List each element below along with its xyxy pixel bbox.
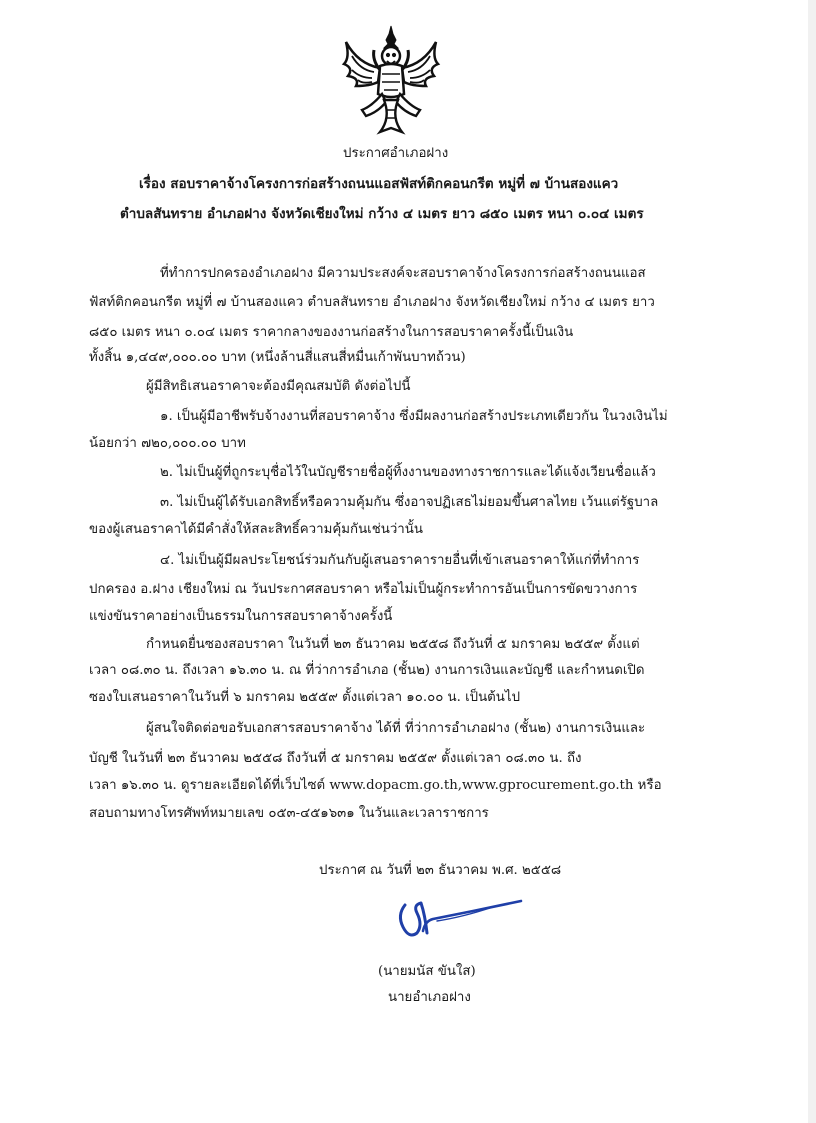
body-line: ที่ทำการปกครองอำเภอฝาง มีความประสงค์จะสอบราคาจ้างโครงการก่อสร้างถนนแอส <box>160 266 646 281</box>
body-line: เวลา ๑๖.๓๐ น. ดูรายละเอียดได้ที่เว็บไซต์ www.dopacm.go.th,www.gprocurement.go.th หรือ <box>89 778 662 793</box>
body-line: น้อยกว่า ๗๒๐,๐๐๐.๐๐ บาท <box>89 436 246 451</box>
body-line: บัญชี ในวันที่ ๒๓ ธันวาคม ๒๕๕๘ ถึงวันที่ ๕ มกราคม ๒๕๕๙ ตั้งแต่เวลา ๐๘.๓๐ น. ถึง <box>89 751 582 766</box>
body-line: ทั้งสิ้น ๑,๔๔๙,๐๐๐.๐๐ บาท (หนึ่งล้านสี่แสนสี่หมื่นเก้าพันบาทถ้วน) <box>89 350 466 365</box>
body-line: ๒. ไม่เป็นผู้ที่ถูกระบุชื่อไว้ในบัญชีรายชื่อผู้ทิ้งงานของทางราชการและได้แจ้งเวียนชื่อแล้ว <box>160 465 656 480</box>
body-line: ผู้มีสิทธิเสนอราคาจะต้องมีคุณสมบัติ ดังต่อไปนี้ <box>146 379 411 394</box>
announce-date: ประกาศ ณ วันที่ ๒๓ ธันวาคม พ.ศ. ๒๕๕๘ <box>319 863 562 878</box>
body-line: สอบถามทางโทรศัพท์หมายเลข ๐๕๓-๔๕๑๖๓๑ ในวันและเวลาราชการ <box>89 806 489 821</box>
subject-line-2: ตำบลสันทราย อำเภอฝาง จังหวัดเชียงใหม่ กว้าง ๔ เมตร ยาว ๘๕๐ เมตร หนา ๐.๐๔ เมตร <box>120 206 644 222</box>
scan-edge <box>808 0 816 1123</box>
body-line: ซองใบเสนอราคาในวันที่ ๖ มกราคม ๒๕๕๙ ตั้งแต่เวลา ๑๐.๐๐ น. เป็นต้นไป <box>89 690 521 705</box>
subject-line-1: เรื่อง สอบราคาจ้างโครงการก่อสร้างถนนแอสฟัสท์ติกคอนกรีต หมู่ที่ ๗ บ้านสองแคว <box>139 176 619 192</box>
handwritten-signature-icon <box>393 893 533 949</box>
body-line: ๑. เป็นผู้มีอาชีพรับจ้างงานที่สอบราคาจ้าง ซึ่งมีผลงานก่อสร้างประเภทเดียวกัน ในวงเงินไม่ <box>160 409 668 424</box>
agency-title: ประกาศอำเภอฝาง <box>343 146 449 161</box>
garuda-emblem-icon <box>338 24 444 136</box>
signer-name: (นายมนัส ขันใส) <box>378 964 476 979</box>
body-line: ฟัสท์ติกคอนกรีต หมู่ที่ ๗ บ้านสองแคว ตำบลสันทราย อำเภอฝาง จังหวัดเชียงใหม่ กว้าง ๔ เมตร ยาว <box>89 295 655 310</box>
body-line: ๘๕๐ เมตร หนา ๐.๐๔ เมตร ราคากลางของงานก่อสร้างในการสอบราคาครั้งนี้เป็นเงิน <box>89 325 574 340</box>
body-line: กำหนดยื่นซองสอบราคา ในวันที่ ๒๓ ธันวาคม ๒๕๕๘ ถึงวันที่ ๕ มกราคม ๒๕๕๙ ตั้งแต่ <box>146 637 640 652</box>
body-line: ปกครอง อ.ฝาง เชียงใหม่ ณ วันประกาศสอบราคา หรือไม่เป็นผู้กระทำการอันเป็นการขัดขวางการ <box>89 582 638 597</box>
body-line: ของผู้เสนอราคาได้มีคำสั่งให้สละสิทธิ์ความคุ้มกันเช่นว่านั้น <box>89 522 423 537</box>
body-line: ๓. ไม่เป็นผู้ได้รับเอกสิทธิ์หรือความคุ้มกัน ซึ่งอาจปฏิเสธไม่ยอมขึ้นศาลไทย เว้นแต่รัฐบาล <box>160 495 659 510</box>
body-line: แข่งขันราคาอย่างเป็นธรรมในการสอบราคาจ้างครั้งนี้ <box>89 609 393 624</box>
body-line: ๔. ไม่เป็นผู้มีผลประโยชน์ร่วมกันกับผู้เสนอราคารายอื่นที่เข้าเสนอราคาให้แก่ที่ทำการ <box>160 553 640 568</box>
body-line: เวลา ๐๘.๓๐ น. ถึงเวลา ๑๖.๓๐ น. ณ ที่ว่าการอำเภอ (ชั้น๒) งานการเงินและบัญชี และกำหนดเปิด <box>89 663 645 678</box>
signer-position: นายอำเภอฝาง <box>388 990 471 1005</box>
body-line: ผู้สนใจติดต่อขอรับเอกสารสอบราคาจ้าง ได้ที่ ที่ว่าการอำเภอฝาง (ชั้น๒) งานการเงินและ <box>146 721 646 736</box>
